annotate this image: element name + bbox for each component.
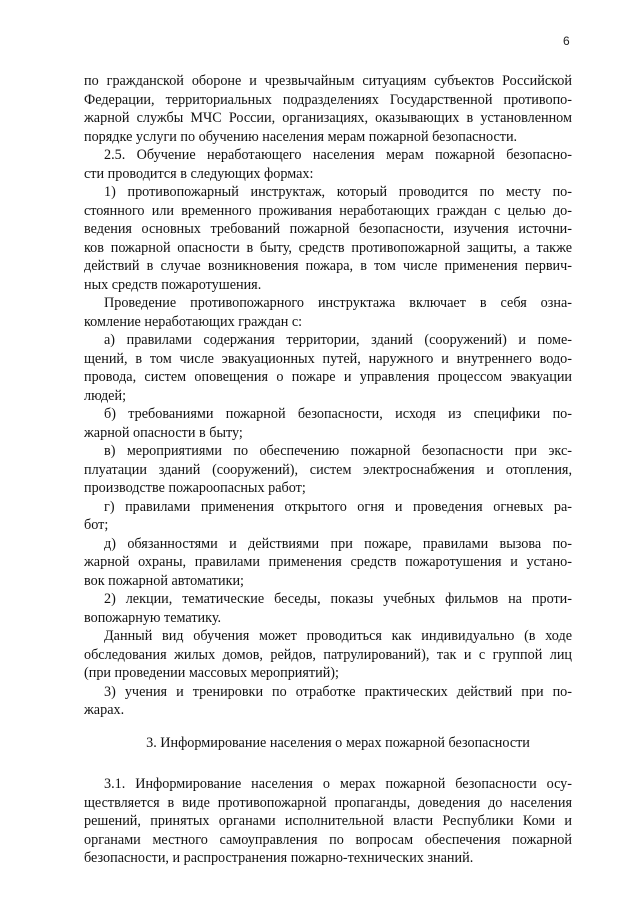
- text-line: ведения основных требований пожарной безопасности, изучения источни-: [84, 221, 572, 237]
- text-line: г) правилами применения открытого огня и проведения огневых ра-: [104, 498, 572, 515]
- text-line: вок пожарной автоматики;: [84, 572, 244, 589]
- text-line: ществляется в виде противопожарной пропаганды, доведения до населения: [84, 794, 572, 811]
- text-line: Федерации, территориальных подразделениях Государственной противопо-: [84, 91, 572, 108]
- text-line: вопожарную тематику.: [84, 609, 222, 626]
- text-line: а) правилами содержания территории, зданий (сооружений) и поме-: [104, 332, 572, 348]
- text-line: ков пожарной опасности в быту, средств противопожарной защиты, а также: [84, 239, 572, 256]
- text-line: б) требованиями пожарной безопасности, исходя из специфики по-: [104, 406, 572, 422]
- text-line: жарной опасности в быту;: [84, 424, 243, 441]
- text-line: щений, в том числе эвакуационных путей, наружного и внутреннего водо-: [84, 350, 572, 367]
- text-line: безопасности, и распространения пожарно-технических знаний.: [84, 850, 474, 866]
- text-line: Проведение противопожарного инструктажа включает в себя озна-: [104, 295, 572, 311]
- text-line: ных средств пожаротушения.: [84, 276, 262, 293]
- text-line: жарной службы МЧС России, организациях, оказывающих в установленном: [84, 110, 572, 126]
- text-line: 3) учения и тренировки по отработке практических действий при по-: [104, 683, 572, 700]
- text-line: решений, принятых органами исполнительной власти Республики Коми и: [84, 813, 572, 829]
- text-line: жарах.: [84, 702, 125, 718]
- text-line: 3.1. Информирование населения о мерах пожарной безопасности осу-: [104, 776, 572, 792]
- body-text: [84, 72, 572, 868]
- page-number: 6: [563, 34, 570, 48]
- text-line: жарной охраны, правилами применения средств пожаротушения и устано-: [84, 554, 572, 570]
- text-line: в) мероприятиями по обеспечению пожарной безопасности при экс-: [104, 443, 572, 459]
- text-line: комление неработающих граждан с:: [84, 313, 303, 330]
- text-line: сти проводится в следующих формах:: [84, 165, 314, 182]
- text-line: д) обязанностями и действиями при пожаре, правилами вызова по-: [104, 535, 572, 552]
- text-line: людей;: [84, 387, 127, 404]
- text-line: провода, систем оповещения о пожаре и управления процессом эвакуации: [84, 369, 572, 385]
- text-line: по гражданской обороне и чрезвычайным ситуациям субъектов Российской: [84, 73, 572, 89]
- text-line: 2.5. Обучение неработающего населения мерам пожарной безопасно-: [104, 147, 572, 163]
- text-line: 1) противопожарный инструктаж, который проводится по месту по-: [104, 184, 572, 200]
- text-line: действий в случае возникновения пожара, в том числе применения первич-: [84, 258, 572, 274]
- text-line: плуатации зданий (сооружений), систем электроснабжения и отопления,: [84, 461, 572, 478]
- text-line: производстве пожароопасных работ;: [84, 480, 306, 496]
- text-line: органами местного самоуправления по вопросам обеспечения пожарной: [84, 831, 572, 848]
- text-line: обследования жилых домов, рейдов, патрулирований), так и с группой лиц: [84, 646, 572, 663]
- section-heading: 3. Информирование населения о мерах пожарной безопасности: [146, 734, 530, 751]
- text-line: бот;: [84, 517, 109, 533]
- text-line: стоянного или временного проживания неработающих граждан с целью до-: [84, 202, 572, 219]
- text-line: порядке услуги по обучению населения мерам пожарной безопасности.: [84, 128, 518, 145]
- text-line: (при проведении массовых мероприятий);: [84, 665, 339, 681]
- text-line: 2) лекции, тематические беседы, показы учебных фильмов на проти-: [104, 591, 572, 607]
- text-line: Данный вид обучения может проводиться как индивидуально (в ходе: [104, 628, 572, 644]
